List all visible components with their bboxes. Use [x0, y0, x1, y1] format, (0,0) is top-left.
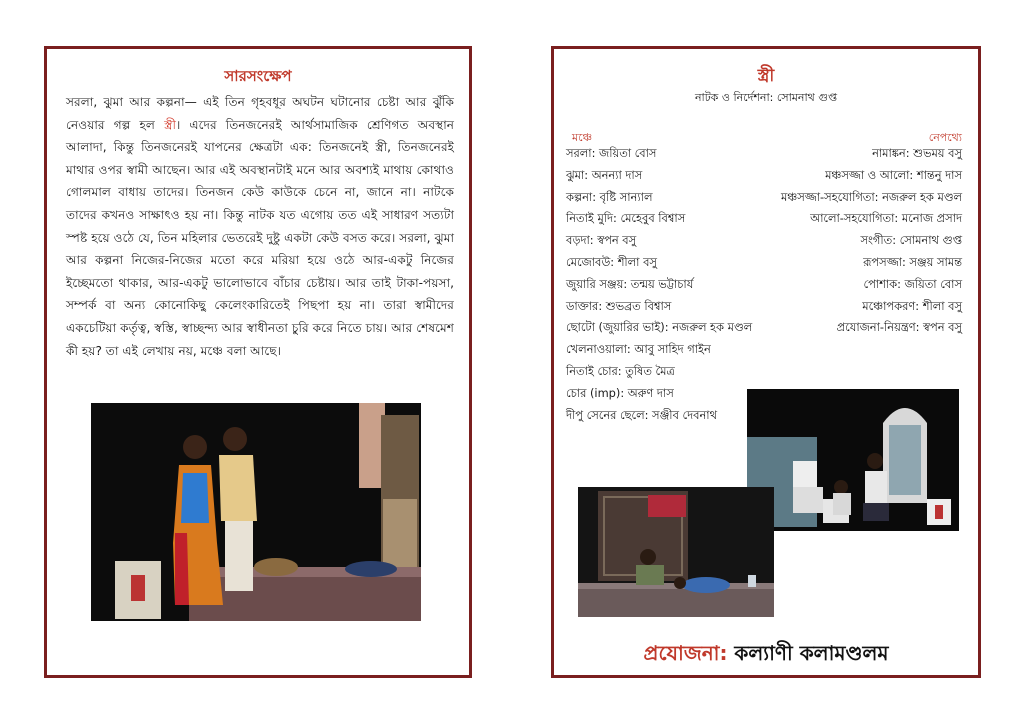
cast-item: ঝুমা: অনন্যা দাস [566, 167, 643, 182]
cast-item: জুয়ারি সঞ্জয়: তন্ময় ভট্টাচার্য [566, 276, 694, 291]
cast-heading: মঞ্চে [572, 131, 593, 144]
crew-item: মঞ্চোপকরণ: শীলা বসু [862, 298, 962, 313]
producer-credit [554, 639, 978, 672]
summary-paragraph [66, 91, 454, 362]
cast-item: চোর (imp): অরুণ দাস [566, 385, 674, 400]
cast-item: কল্পনা: বৃষ্টি সান্যাল [566, 189, 653, 204]
stage-photo-couple [91, 403, 421, 621]
crew-heading: নেপথ্যে [928, 131, 962, 144]
summary-heading: সারসংক্ষেপ [224, 67, 292, 85]
summary-play-title: স্ত্রী [164, 117, 176, 132]
cast-item: নিতাই চোর: তুষিত মৈত্র [566, 363, 675, 378]
crew-list [781, 143, 962, 339]
producer-label: প্রযোজনা: [643, 641, 728, 665]
cast-list [566, 143, 752, 426]
stage-photo-doctor [747, 389, 959, 531]
stage-photo-couple-image [91, 403, 421, 621]
crew-item: মঞ্চসজ্জা-সহযোগিতা: নজরুল হক মণ্ডল [780, 189, 962, 204]
crew-item: সংগীত: সোমনাথ গুপ্ত [860, 233, 962, 248]
cast-item: ডাক্তার: শুভব্রত বিশ্বাস [566, 298, 672, 313]
play-title: স্ত্রী [757, 66, 775, 86]
cast-item: ছোটো (জুয়ারির ভাই): নজরুল হক মণ্ডল [566, 320, 753, 335]
cast-item: বড়দা: স্বপন বসু [566, 233, 637, 248]
summary-text-part-2: । এদের তিনজনেরই আর্থসামাজিক শ্রেণিগত অবস্থান আলাদা, কিন্তু তিনজনেরই যাপনের ক্ষেত্রটা এক: তিনজনেই স্ত্রী, তিনজনেরই মাথার ওপর স্বামী আছেন। আর এই অবস্থানটাই মনে আর অবশ্যই মাথায় কোথাও গোলমাল বাধায় তাদের। তিনজন কেউ কাউকে চেনে না, জানে না। নাটকে তাদের কখনও সাক্ষাৎও হয় না। কিন্তু নাটক যত এগোয় তত এই সাধারণ সত্যটা স্পষ্ট হয়ে ওঠে যে, তিন মহিলার ভেতরেই দুষ্টু একটা কেউ বসত করে। সরলা, ঝুমা আর কল্পনা নিজের-নিজের মতো করে মরিয়া হয়ে ওঠে আর-একটু নিজের ইচ্ছেমতো থাকার, আর-একটু ভালোভাবে বাঁচার চেষ্টায়। আর তাই টাকা-পয়সা, সম্পর্ক বা অন্য কোনোকিছু কেলেংকারিতেই পিছপা হয় না। তারা স্বামীদের একচেটিয়া কর্তৃত্ব, স্বস্তি, স্বাচ্ছন্দ্য আর স্বাধীনতা চুরি করে নিতে চায়। আর শেষমেশ কী হয়? তা এই লেখায় নয়, মঞ্চে বলা আছে। [66, 117, 455, 358]
crew-item: পোশাক: জয়িতা বোস [863, 276, 962, 291]
stage-photo-doctor-image [747, 389, 959, 531]
producer-name: কল্যাণী কলামণ্ডলম [727, 641, 889, 665]
crew-item: প্রযোজনা-নিয়ন্ত্রণ: স্বপন বসু [836, 320, 962, 335]
left-page [44, 46, 472, 678]
cast-item: খেলনাওয়ালা: আবু সাহিদ গাইন [566, 342, 711, 357]
right-page [551, 46, 981, 678]
direction-credit: নাটক ও নির্দেশনা: সোমনাথ গুপ্ত [694, 91, 838, 104]
crew-item: মঞ্চসজ্জা ও আলো: শান্তনু দাস [825, 167, 962, 182]
crew-item: আলো-সহযোগিতা: মনোজ প্রসাদ [810, 211, 962, 226]
crew-item: রূপসজ্জা: সঞ্জয় সামন্ত [863, 254, 962, 269]
cast-item: নিতাই মুদি: মেহেবুব বিশ্বাস [566, 211, 686, 226]
crew-item: নামাঙ্কন: শুভময় বসু [872, 146, 962, 160]
stage-photo-resting-image [578, 487, 774, 617]
cast-item: দীপু সেনের ছেলে: সঞ্জীব দেবনাথ [566, 407, 717, 422]
cast-item: সরলা: জয়িতা বোস [566, 146, 657, 160]
summary-text-part-1: সরলা, ঝুমা আর কল্পনা— এই তিন গৃহবধূর অঘটন ঘটানোর চেষ্টা আর ঝুঁকি নেওয়ার গল্প হল [66, 95, 454, 132]
stage-photo-resting [578, 487, 774, 617]
cast-item: মেজোবউ: শীলা বসু [566, 254, 657, 269]
